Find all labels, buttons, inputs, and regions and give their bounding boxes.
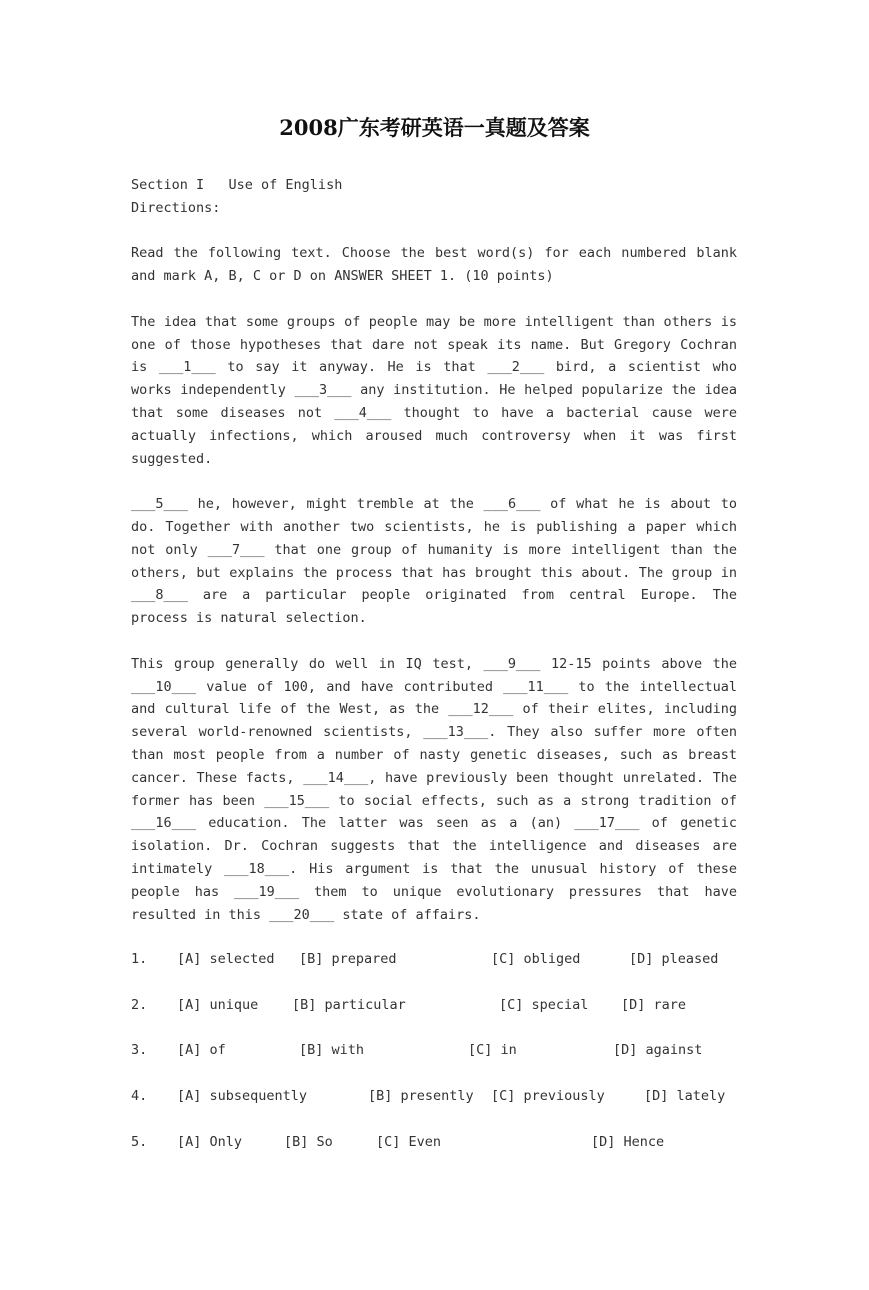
option-b: [B] with bbox=[299, 1042, 365, 1059]
option-a: [A] Only bbox=[177, 1133, 243, 1150]
option-b: [B] So bbox=[284, 1133, 333, 1150]
option-c: [C] special bbox=[499, 996, 589, 1013]
option-c: [C] Even bbox=[376, 1133, 442, 1150]
question-row-1 bbox=[131, 948, 737, 971]
question-options bbox=[131, 948, 737, 1153]
passage-paragraph-2: ___5___ he, however, might tremble at the ___6___ of what he is about to do. Together with another two scientists, he is publishing a paper which not only ___7___ that one group of humanity is more intelligent than the others, but explains the process that has brought this about. The group in ___8___ are a particular people originated from central Europe. The process is natural selection. bbox=[131, 496, 737, 627]
question-number: 4. bbox=[131, 1088, 148, 1105]
option-c: [C] obliged bbox=[491, 951, 581, 968]
option-d: [D] rare bbox=[621, 996, 687, 1013]
question-row-2 bbox=[131, 994, 737, 1017]
option-d: [D] against bbox=[613, 1042, 703, 1059]
page-title: 2008广东考研英语一真题及答案 bbox=[279, 115, 590, 140]
passage-paragraph-1: The idea that some groups of people may be more intelligent than others is one of those hypotheses that dare not speak its name. But Gregory Cochran is ___1___ to say it anyway. He is that ___2___ bird, a scientist who works independently ___3___ any institution. He helped popularize the idea that some diseases not ___4___ thought to have a bacterial cause were actually infections, which aroused much controversy when it was first suggested. bbox=[131, 313, 737, 467]
option-a: [A] selected bbox=[177, 951, 275, 968]
question-number: 5. bbox=[131, 1133, 148, 1150]
option-b: [B] particular bbox=[292, 996, 406, 1013]
option-b: [B] prepared bbox=[299, 951, 397, 968]
passage-paragraph-3: This group generally do well in IQ test, ___9___ 12-15 points above the ___10___ value of 100, and have contributed ___11___ to the intellectual and cultural life of the West, as the ___12___ of their elites, including several world-renowned scientists, ___13___. They also suffer more often than most people from a number of nasty genetic diseases, such as breast cancer. These facts, ___14___, have previously been thought unrelated. The former has been ___15___ to social effects, such as a strong tradition of ___16___ education. The latter was seen as a (an) ___17___ of genetic isolation. Dr. Cochran suggests that the intelligence and diseases are intimately ___18___. His argument is that the unusual history of these people has ___19___ them to unique evolutionary pressures that have resulted in this ___20___ state of affairs. bbox=[131, 655, 737, 923]
option-d: [D] Hence bbox=[591, 1133, 665, 1150]
question-row-4 bbox=[131, 1085, 737, 1108]
question-number: 2. bbox=[131, 996, 148, 1013]
option-a: [A] subsequently bbox=[177, 1088, 308, 1105]
directions-label: Directions: bbox=[131, 199, 221, 216]
directions-text: Read the following text. Choose the best word(s) for each numbered blank and mark A, B, C or D on ANSWER SHEET 1. (10 points) bbox=[131, 245, 737, 285]
option-b: [B] presently bbox=[368, 1088, 474, 1105]
option-d: [D] pleased bbox=[629, 951, 719, 968]
document-body bbox=[131, 174, 737, 1176]
question-number: 3. bbox=[131, 1042, 148, 1059]
question-row-5 bbox=[131, 1131, 737, 1154]
option-a: [A] of bbox=[177, 1042, 226, 1059]
question-row-3 bbox=[131, 1039, 737, 1062]
option-c: [C] previously bbox=[491, 1088, 605, 1105]
question-number: 1. bbox=[131, 951, 148, 968]
section-heading: Section I Use of English bbox=[131, 177, 343, 193]
option-c: [C] in bbox=[468, 1042, 517, 1059]
option-d: [D] lately bbox=[644, 1088, 726, 1105]
option-a: [A] unique bbox=[177, 996, 259, 1013]
